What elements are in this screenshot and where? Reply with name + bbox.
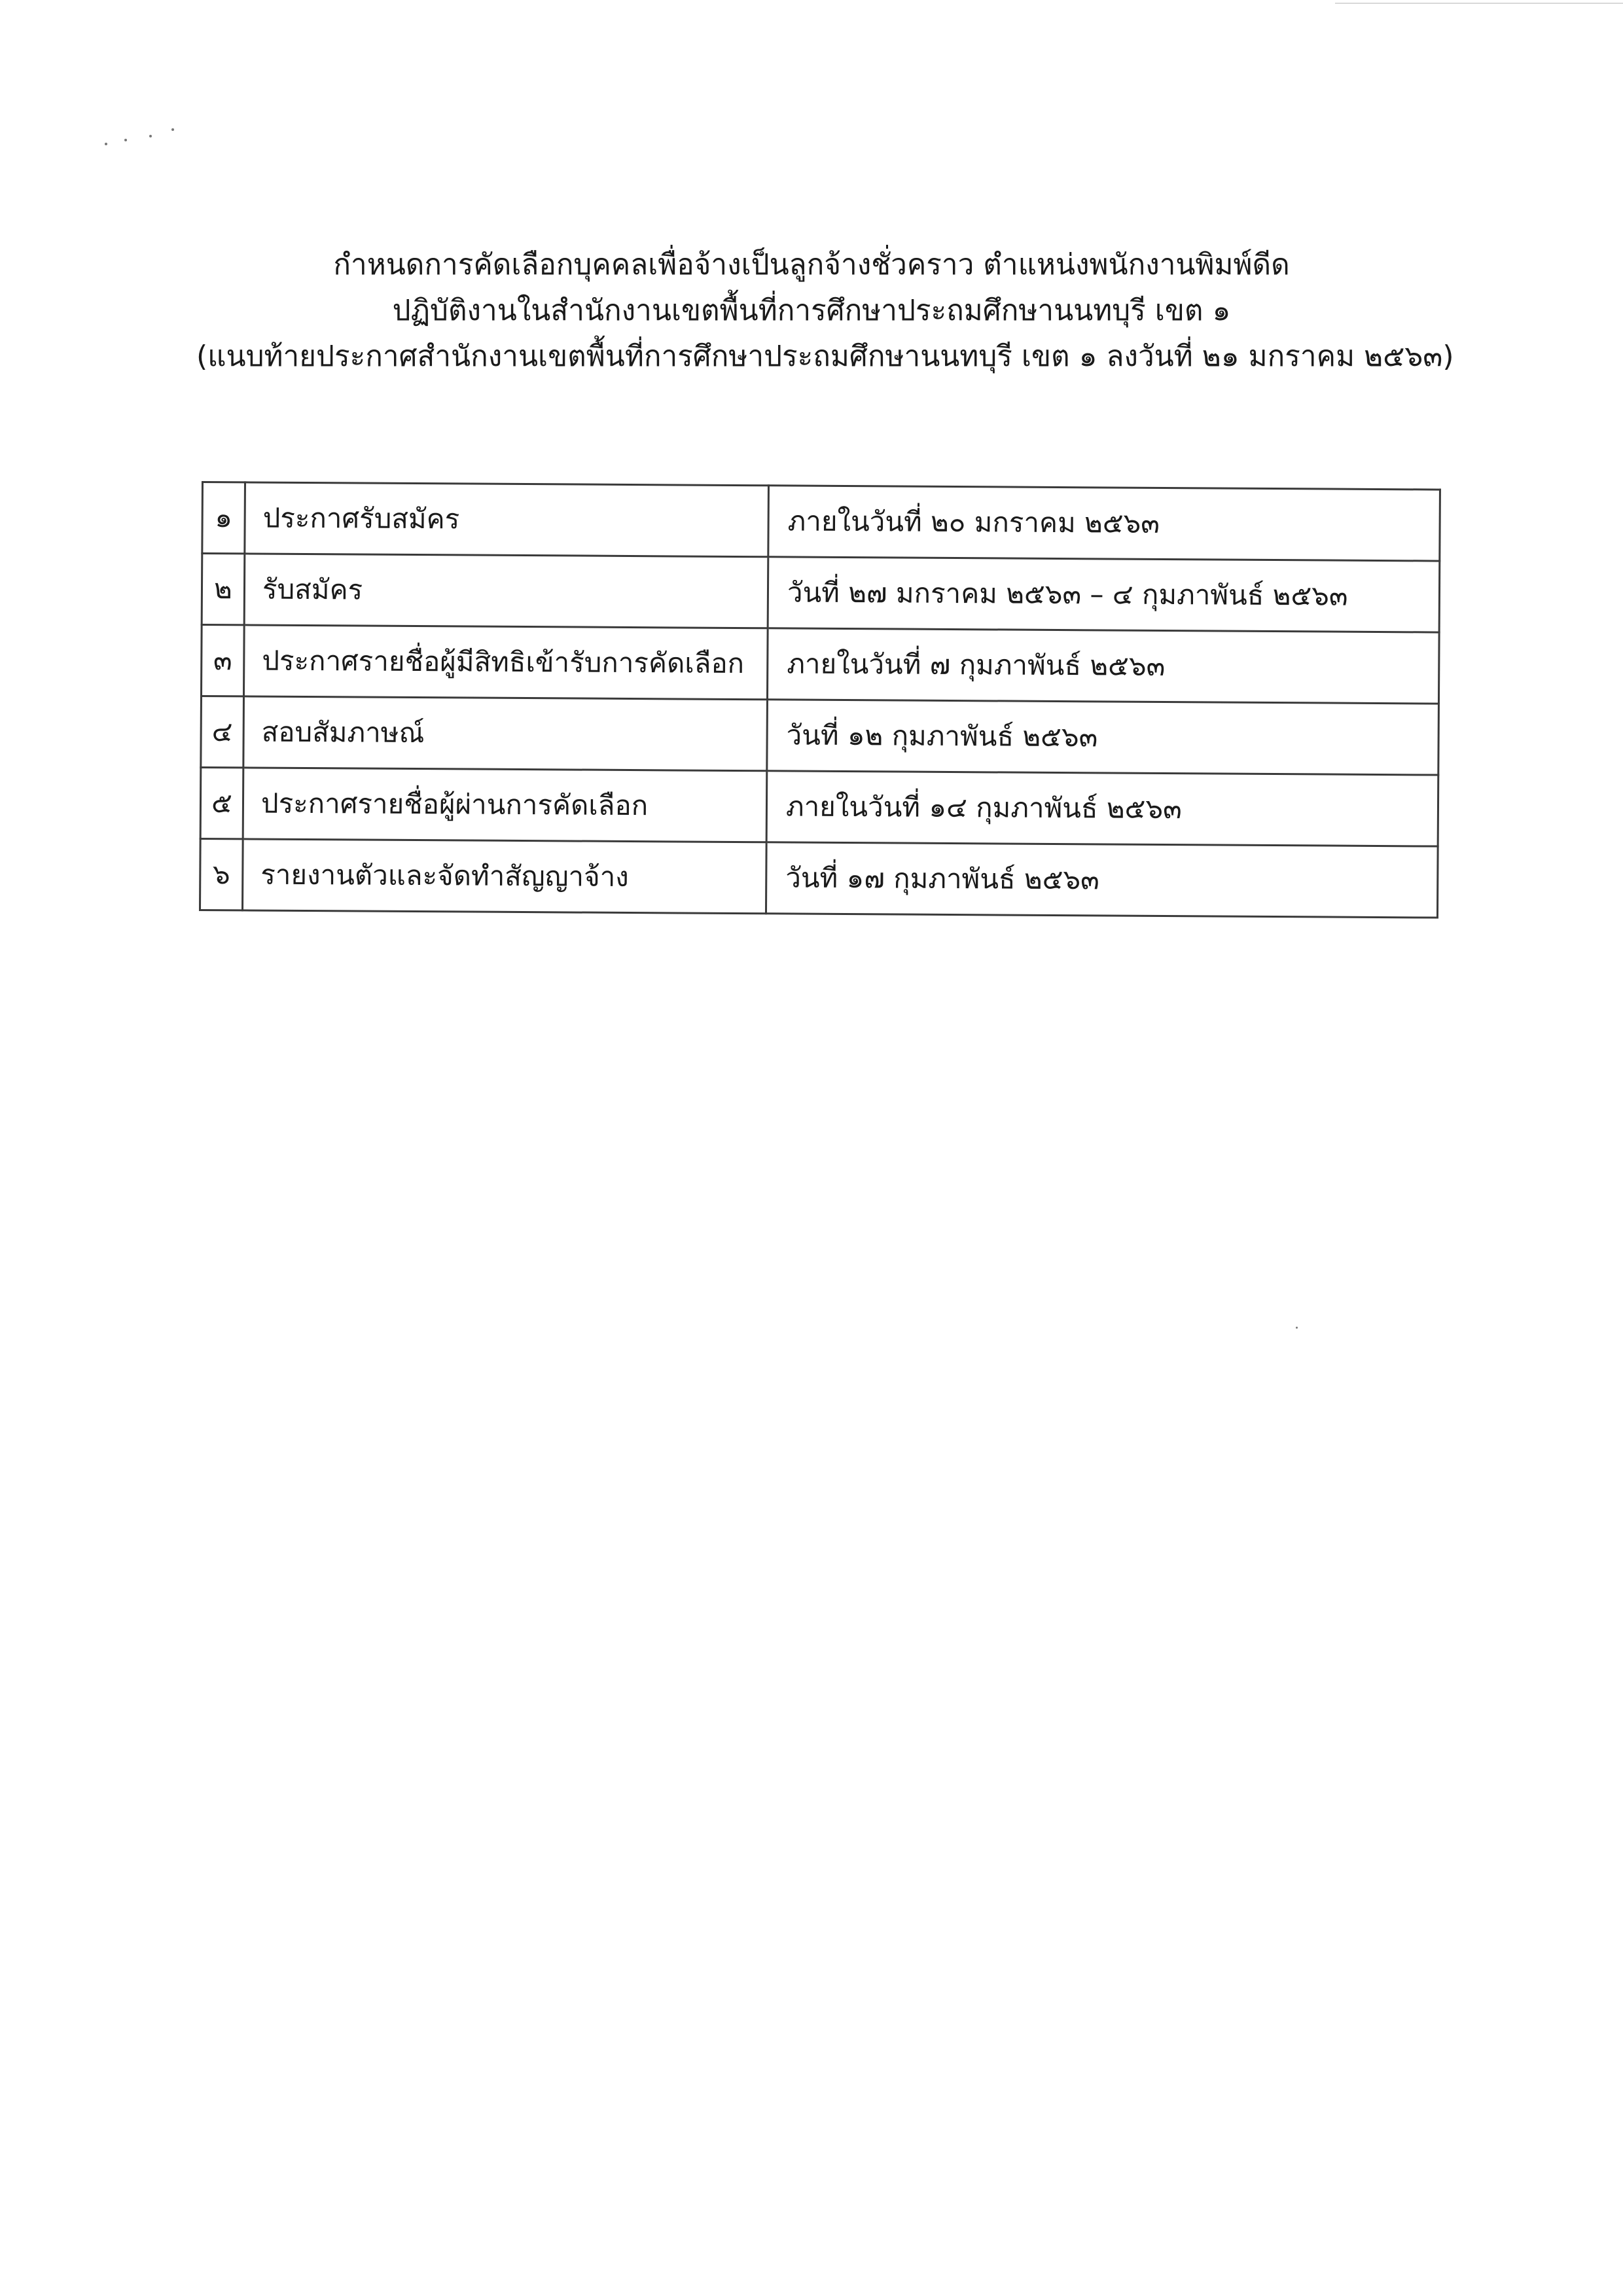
table-row (202, 482, 1440, 562)
row-number: ๑ (202, 482, 245, 554)
row-number: ๓ (201, 625, 244, 696)
step-cell: ประกาศรายชื่อผู้ผ่านการคัดเลือก (243, 768, 767, 842)
date-cell: วันที่ ๑๒ กุมภาพันธ์ ๒๕๖๓ (767, 700, 1439, 775)
date-cell: ภายในวันที่ ๒๐ มกราคม ๒๕๖๓ (768, 486, 1440, 561)
scan-speck (149, 135, 152, 137)
scan-speck (1296, 1327, 1298, 1329)
table-row (200, 768, 1438, 847)
step-cell: รายงานตัวและจัดทำสัญญาจ้าง (242, 839, 766, 914)
date-cell: ภายในวันที่ ๗ กุมภาพันธ์ ๒๕๖๓ (767, 628, 1439, 704)
row-number: ๔ (201, 696, 244, 768)
date-cell: ภายในวันที่ ๑๔ กุมภาพันธ์ ๒๕๖๓ (766, 771, 1438, 846)
scan-edge-line (1335, 3, 1623, 4)
table-row (201, 696, 1439, 776)
table-row (202, 554, 1440, 633)
scan-speck (124, 139, 127, 141)
title-line: (แนบท้ายประกาศสำนักงานเขตพื้นที่การศึกษาประถมศึกษานนทบุรี เขต ๑ ลงวันที่ ๒๑ มกราคม ๒๕๖๓) (196, 340, 1454, 373)
scan-speck (105, 143, 107, 145)
table-row (200, 838, 1438, 918)
scan-speck (171, 128, 174, 131)
schedule-table (199, 481, 1441, 919)
date-cell: วันที่ ๒๗ มกราคม ๒๕๖๓ – ๔ กุมภาพันธ์ ๒๕๖๓ (768, 557, 1440, 632)
step-cell: สอบสัมภาษณ์ (243, 696, 768, 771)
step-cell: ประกาศรับสมัคร (245, 482, 769, 557)
date-cell: วันที่ ๑๗ กุมภาพันธ์ ๒๕๖๓ (766, 842, 1438, 918)
step-cell: รับสมัคร (244, 554, 768, 628)
title-line: ปฏิบัติงานในสำนักงานเขตพื้นที่การศึกษาประถมศึกษานนทบุรี เขต ๑ (392, 294, 1231, 327)
title-line: กำหนดการคัดเลือกบุคคลเพื่อจ้างเป็นลูกจ้างชั่วคราว ตำแหน่งพนักงานพิมพ์ดีด (333, 248, 1290, 281)
document-title (196, 242, 1454, 380)
row-number: ๖ (200, 838, 243, 910)
row-number: ๕ (200, 768, 243, 839)
step-cell: ประกาศรายชื่อผู้มีสิทธิเข้ารับการคัดเลือก (243, 625, 768, 700)
row-number: ๒ (202, 554, 245, 625)
table-row (201, 625, 1439, 704)
